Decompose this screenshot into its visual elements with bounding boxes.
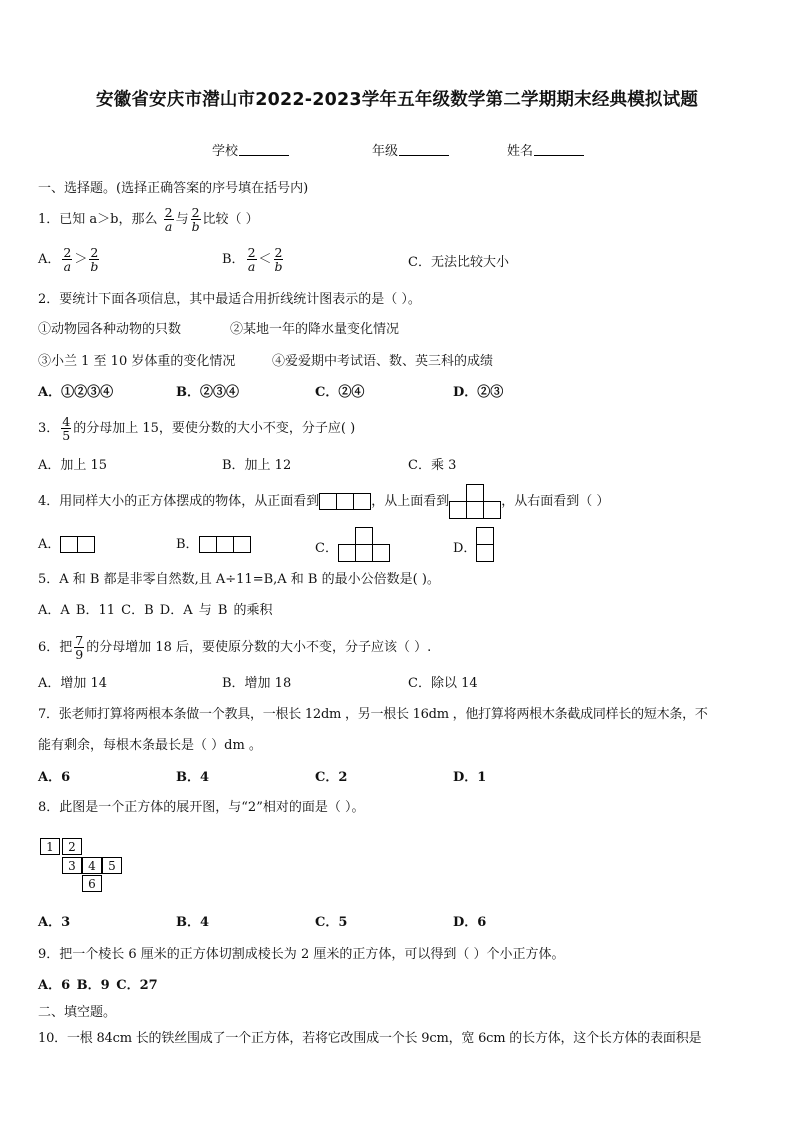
q3-option-c[interactable]: C．乘 3 [408,458,457,473]
question-4: 4．用同样大小的正方体摆成的物体，从正面看到 ，从上面看到 ，从右面看到（ ） [38,484,609,520]
q3-option-b[interactable]: B．加上 12 [222,458,292,473]
q4-option-a[interactable]: A． [38,536,96,554]
net-face-2: 2 [62,838,82,855]
net-face-4: 4 [82,857,102,874]
q5-options[interactable]: A．A B．11 C．B D．A 与 B 的乘积 [38,603,273,618]
question-8: 8．此图是一个正方体的展开图，与“2”相对的面是（ ）。 [38,800,365,815]
question-2: 2．要统计下面各项信息，其中最适合用折线统计图表示的是（ ）。 [38,292,421,307]
q1-option-c[interactable]: C．无法比较大小 [408,255,509,270]
q2-item-4: ④爱爱期中考试语、数、英三科的成绩 [272,354,494,369]
q6-option-b[interactable]: B．增加 18 [222,676,292,691]
net-face-3: 3 [62,857,82,874]
page-title: 安徽省安庆市潜山市2022-2023学年五年级数学第二学期期末经典模拟试题 [95,90,699,110]
q8-option-b[interactable]: B．4 [176,915,210,930]
section-1-heading: 一、选择题。(选择正确答案的序号填在括号内) [38,181,309,196]
net-face-1: 1 [40,838,60,855]
top-view-figure [449,484,501,519]
question-6: 6．把 $\frac{7}{9}$ 的分母增加 18 后，要使原分数的大小不变，分子应该（ ）. [38,633,432,662]
question-7-line-1: 7．张老师打算将两根本条做一个教具，一根长 12dm ，另一根长 16dm ，他打算将两根木条截成同样长的短木条，不 [38,707,708,722]
q1-option-a[interactable]: A． $\frac{2}{a}$ ＞ $\frac{2}{b}$ [38,245,99,274]
question-9: 9．把一个棱长 6 厘米的正方体切割成棱长为 2 厘米的正方体，可以得到（ ）个小正方体。 [38,947,565,962]
question-5: 5．A 和 B 都是非零自然数,且 A÷11=B,A 和 B 的最小公倍数是( )。 [38,572,440,587]
q1-suffix: 比较（ ） [202,212,259,227]
q2-option-a[interactable]: A．①②③④ [38,385,114,400]
school-label: 学校 [212,144,239,159]
question-3: 3． $\frac{4}{5}$ 的分母加上 15，要使分数的大小不变，分子应( ) [38,414,356,443]
name-blank[interactable] [534,143,584,156]
q7-option-d[interactable]: D．1 [453,770,487,785]
grade-blank[interactable] [399,143,449,156]
school-field[interactable] [212,140,289,159]
fraction-7-over-9: $\frac{7}{9}$ [75,633,84,662]
fraction-2-over-b: $\frac{2}{b}$ [191,205,200,234]
q1-option-b[interactable]: B． $\frac{2}{a}$ ＜ $\frac{2}{b}$ [222,245,283,274]
q6-option-c[interactable]: C．除以 14 [408,676,478,691]
q4-option-b[interactable]: B． [176,536,252,554]
school-blank[interactable] [239,143,289,156]
front-view-figure [319,493,371,510]
q2-item-3: ③小兰 1 至 10 岁体重的变化情况 [38,354,236,369]
section-2-heading: 二、填空题。 [38,1005,117,1020]
q7-option-a[interactable]: A．6 [38,770,71,785]
question-10: 10．一根 84cm 长的铁丝围成了一个正方体，若将它改围成一个长 9cm，宽 6cm 的长方体，这个长方体的表面积是 [38,1031,702,1046]
grade-label: 年级 [372,144,399,159]
q7-option-b[interactable]: B．4 [176,770,210,785]
q2-option-b[interactable]: B．②③④ [176,385,239,400]
q1-mid: 与 [175,212,189,227]
q8-option-a[interactable]: A．3 [38,915,71,930]
q3-option-a[interactable]: A．加上 15 [38,458,108,473]
q8-option-c[interactable]: C．5 [315,915,348,930]
q9-options[interactable]: A．6 B．9 C．27 [38,978,158,993]
q4-option-d[interactable]: D． [453,527,495,562]
grade-field[interactable] [372,140,449,159]
q2-item-2: ②某地一年的降水量变化情况 [230,322,400,337]
q2-option-d[interactable]: D．②③ [453,385,504,400]
name-label: 姓名 [507,144,534,159]
q2-item-1: ①动物园各种动物的只数 [38,322,182,337]
q1-prefix: 1．已知 a＞b，那么 [38,212,158,227]
q2-option-c[interactable]: C．②④ [315,385,365,400]
question-7-line-2: 能有剩余，每根木条最长是（ ）dm 。 [38,738,262,753]
fraction-4-over-5: $\frac{4}{5}$ [62,414,71,443]
q8-option-d[interactable]: D．6 [453,915,487,930]
fraction-2-over-a: $\frac{2}{a}$ [164,205,173,234]
q4-option-c[interactable]: C． [315,527,391,562]
net-face-6: 6 [82,875,102,892]
q7-option-c[interactable]: C．2 [315,770,348,785]
q6-option-a[interactable]: A．增加 14 [38,676,108,691]
net-face-5: 5 [102,857,122,874]
name-field[interactable] [507,140,584,159]
question-1 [38,206,259,234]
